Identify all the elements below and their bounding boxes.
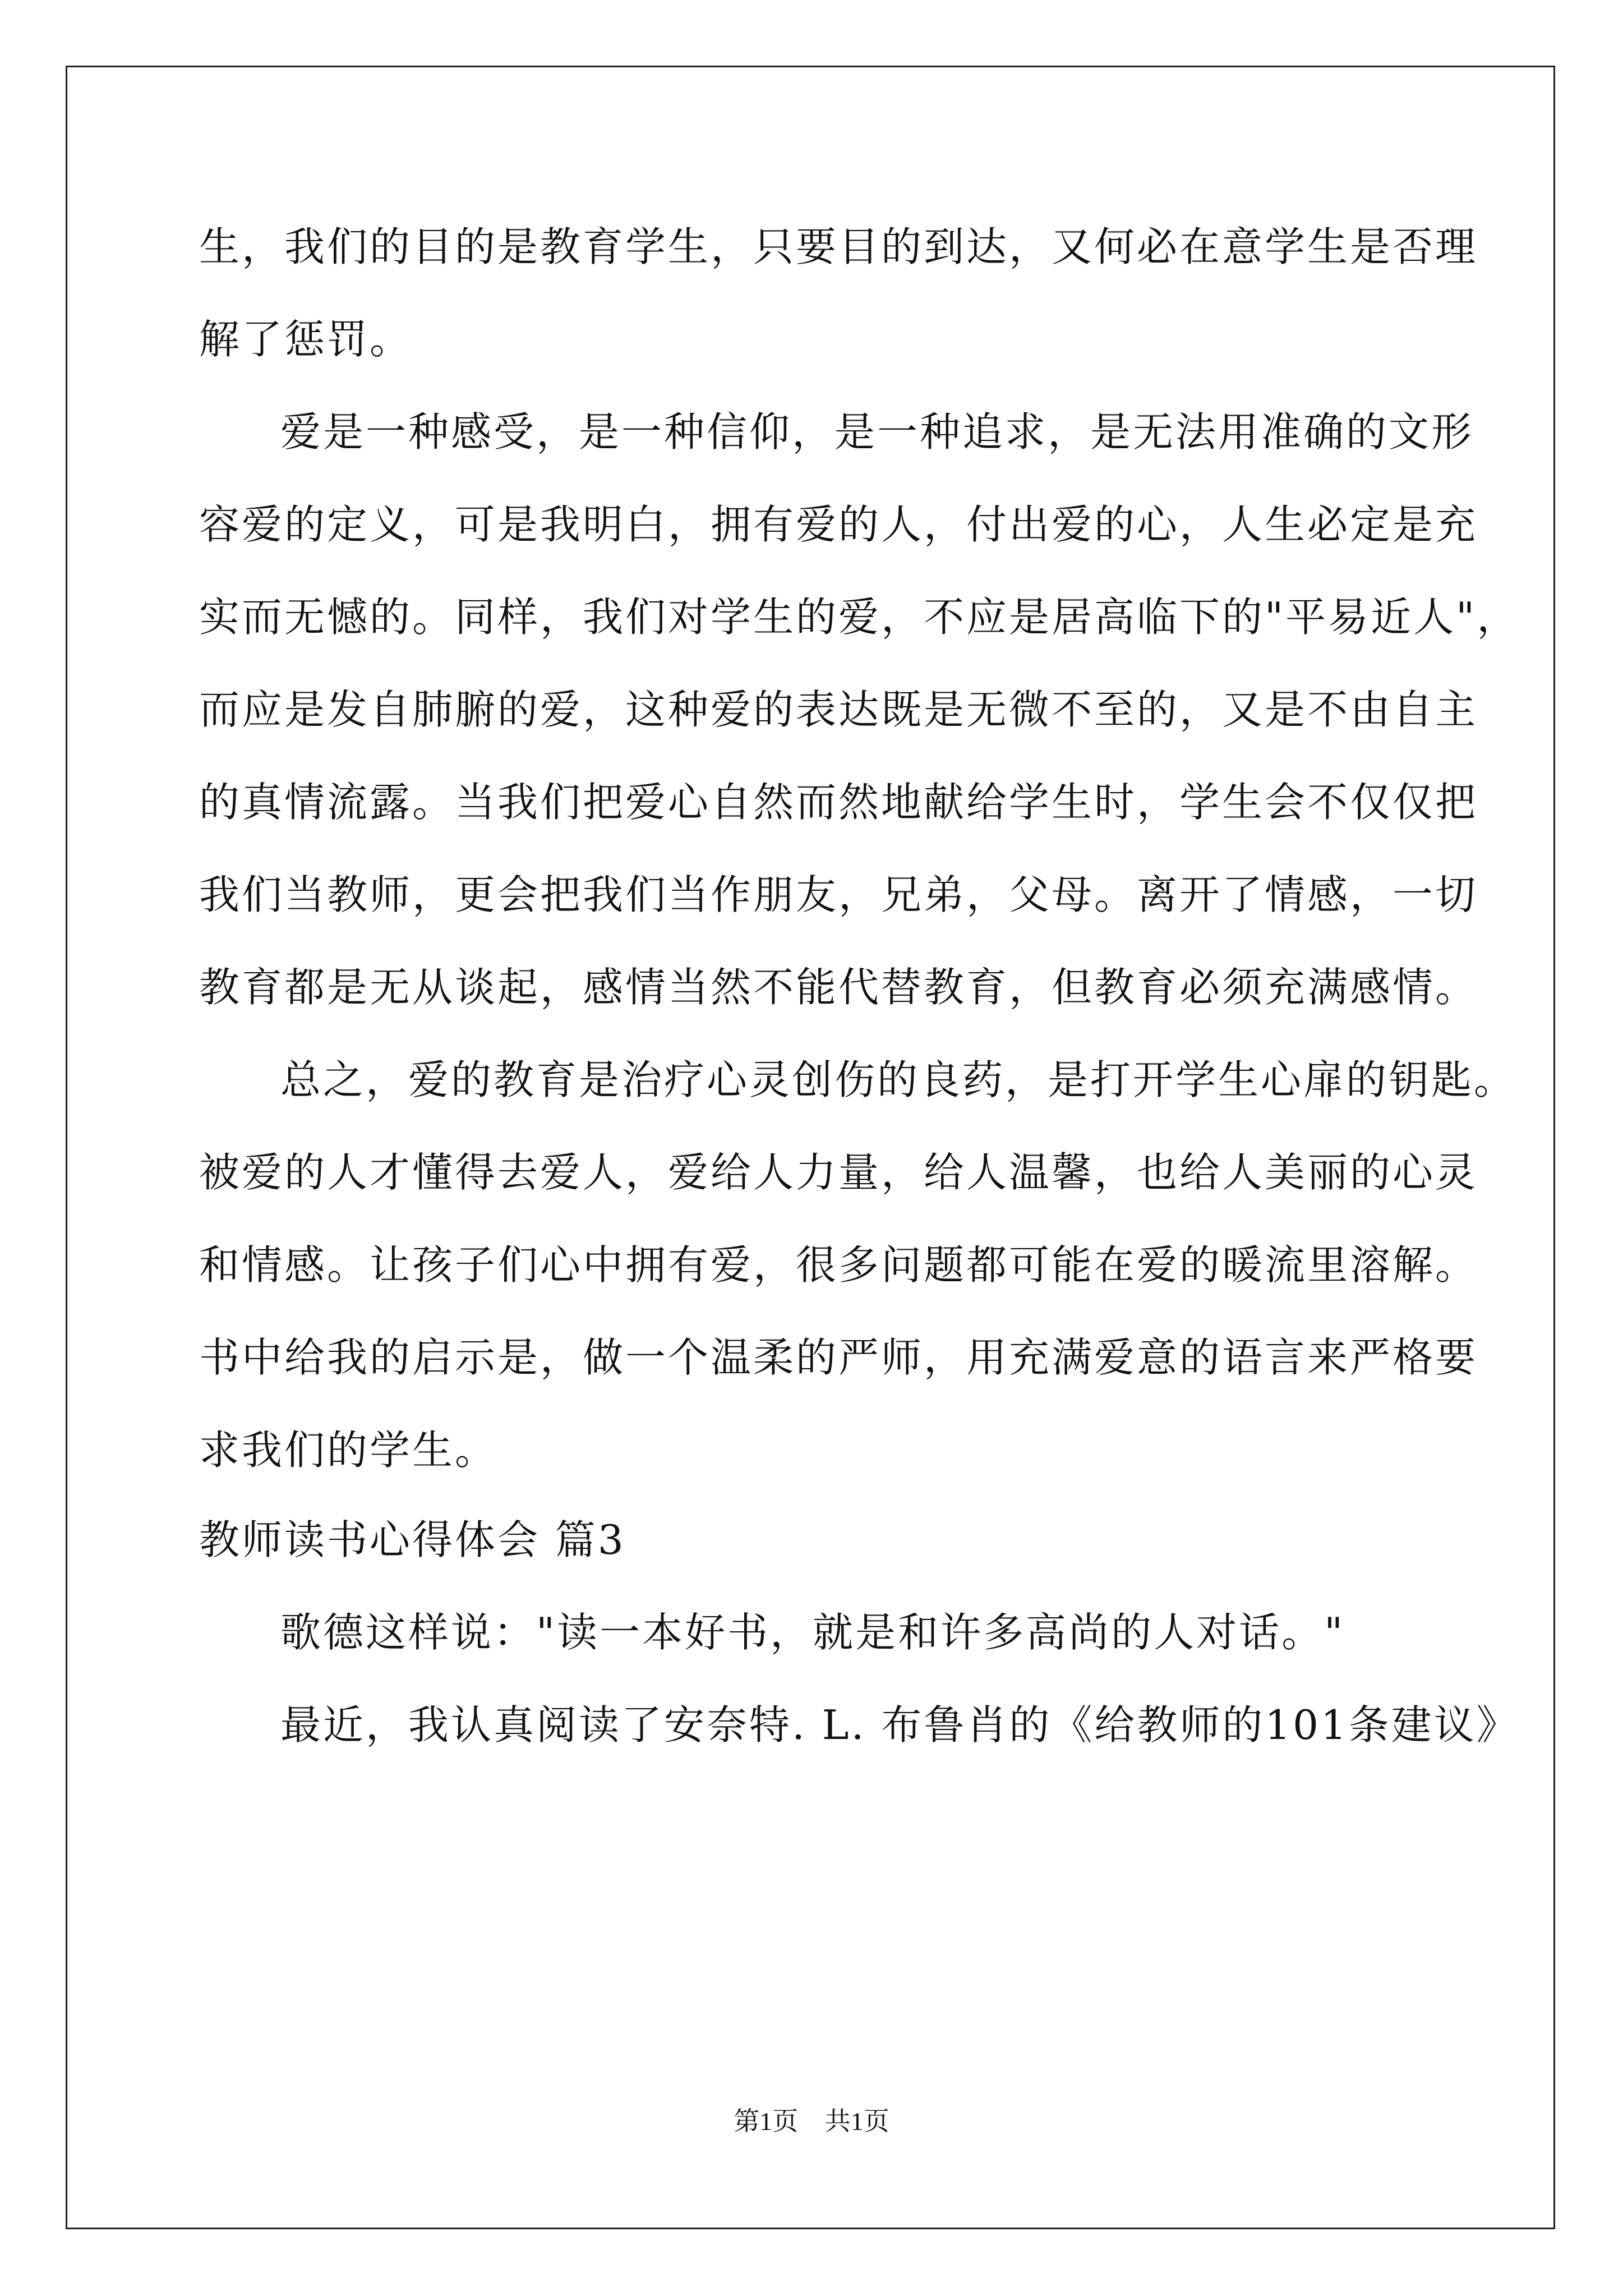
section-heading: 教师读书心得体会 篇3 [199, 1516, 626, 1563]
page-total: 共1页 [824, 2107, 889, 2136]
page-footer [0, 2105, 1623, 2138]
text-line: 实而无憾的。同样，我们对学生的爱，不应是居高临下的"平易近人"， [199, 593, 1520, 641]
text-line: 求我们的学生。 [199, 1427, 498, 1474]
text-line: 和情感。让孩子们心中拥有爱，很多问题都可能在爱的暖流里溶解。 [199, 1241, 1478, 1289]
text-line: 书中给我的启示是，做一个温柔的严师，用充满爱意的语言来严格要 [199, 1334, 1478, 1381]
paragraph-start-line: 最近，我认真阅读了安奈特. L. 布鲁肖的《给教师的101条建议》 [280, 1701, 1519, 1749]
text-line: 容爱的定义，可是我明白，拥有爱的人，付出爱的心，人生必定是充 [199, 501, 1478, 548]
text-line: 的真情流露。当我们把爱心自然而然地献给学生时，学生会不仅仅把 [199, 779, 1478, 826]
paragraph-start-line: 总之，爱的教育是治疗心灵创伤的良药，是打开学生心扉的钥匙。 [280, 1056, 1517, 1103]
text-line: 我们当教师，更会把我们当作朋友，兄弟，父母。离开了情感，一切 [199, 871, 1478, 918]
page-number: 第1页 [734, 2107, 799, 2136]
text-line: 生，我们的目的是教育学生，只要目的到达，又何必在意学生是否理 [199, 223, 1478, 270]
paragraph-start-line: 爱是一种感受，是一种信仰，是一种追求，是无法用准确的文形 [280, 408, 1474, 455]
paragraph-start-line: 歌德这样说："读一本好书，就是和许多高尚的人对话。" [280, 1609, 1345, 1656]
text-line: 被爱的人才懂得去爱人，爱给人力量，给人温馨，也给人美丽的心灵 [199, 1149, 1478, 1196]
text-line: 解了惩罚。 [199, 316, 413, 363]
text-line: 教育都是无从谈起，感情当然不能代替教育，但教育必须充满感情。 [199, 964, 1478, 1011]
text-line: 而应是发自肺腑的爱，这种爱的表达既是无微不至的，又是不由自主 [199, 686, 1478, 733]
